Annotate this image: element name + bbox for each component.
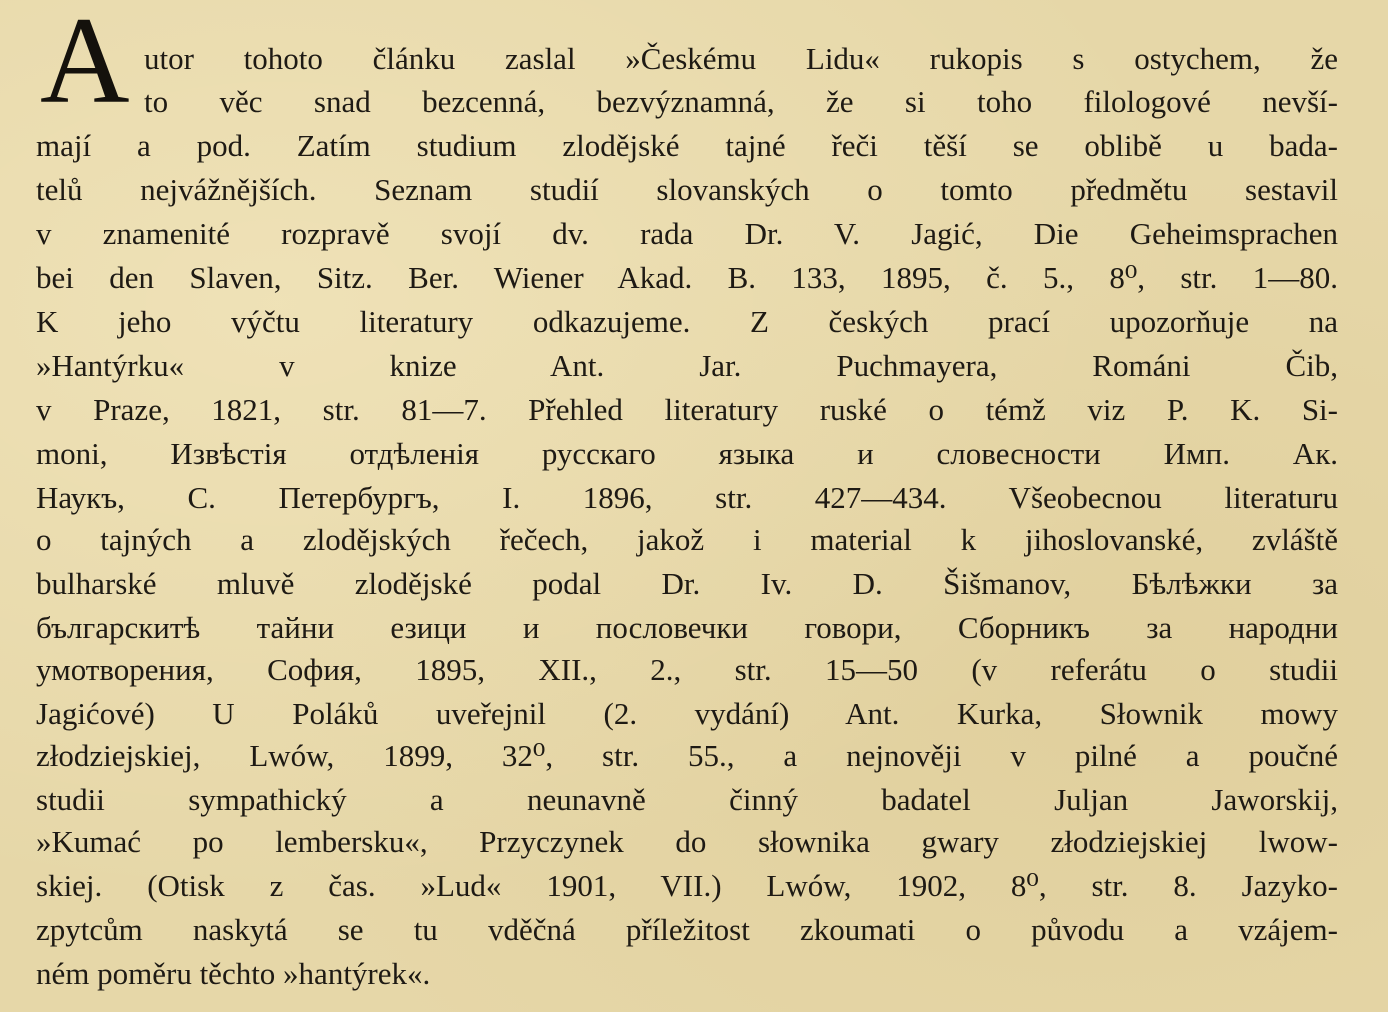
text-line: telů nejvážnějších. Seznam studií slovanských o tomto předmětu sestavil (36, 172, 1338, 207)
text-line: »Kumać po lembersku«, Przyczynek do słownika gwary złodziejskiej lwow- (36, 824, 1338, 859)
text-line: złodziejskiej, Lwów, 1899, 32⁰, str. 55., a nejnověji v pilné a poučné (36, 738, 1338, 773)
text-line: K jeho výčtu literatury odkazujeme. Z českých prací upozorňuje na (36, 304, 1338, 339)
drop-cap-initial: A (40, 0, 130, 129)
text-line: bulharské mluvě zlodějské podal Dr. Iv. D. Šišmanov, Бѣлѣжки за (36, 566, 1338, 601)
text-line: Jagićové) U Poláků uveřejnil (2. vydání) Ant. Kurka, Słownik mowy (36, 696, 1338, 731)
text-line: moni, Извѣстія отдѣленія русскаго языка и словесности Имп. Ак. (36, 436, 1338, 471)
text-line: bei den Slaven, Sitz. Ber. Wiener Akad. B. 133, 1895, č. 5., 8⁰, str. 1—80. (36, 260, 1338, 295)
text-line: studii sympathický a neunavně činný badatel Juljan Jaworskij, (36, 782, 1338, 817)
text-line: to věc snad bezcenná, bezvýznamná, že si toho filologové nevší- (144, 84, 1338, 119)
text-line: v znamenité rozpravě svojí dv. rada Dr. V. Jagić, Die Geheimsprachen (36, 216, 1338, 251)
text-line: ném poměru těchto »hantýrek«. (36, 956, 431, 991)
text-line: zpytcům naskytá se tu vděčná příležitost zkoumati o původu a vzájem- (36, 912, 1338, 947)
text-line: умотворения, София, 1895, XII., 2., str. 15—50 (v referátu o studii (36, 652, 1338, 687)
text-line: mají a pod. Zatím studium zlodějské tajné řeči těší se oblibě u bada- (36, 128, 1338, 163)
text-line: utor tohoto článku zaslal »Českému Lidu« rukopis s ostychem, že (144, 41, 1338, 76)
text-line: v Praze, 1821, str. 81—7. Přehled literatury ruské o témž viz P. K. Si- (36, 392, 1338, 427)
text-line: skiej. (Otisk z čas. »Lud« 1901, VII.) Lwów, 1902, 8⁰, str. 8. Jazyko- (36, 868, 1338, 903)
text-line: »Hantýrku« v knize Ant. Jar. Puchmayera, Románi Čib, (36, 348, 1338, 383)
text-line: o tajných a zlodějských řečech, jakož i material k jihoslovanské, zvláště (36, 522, 1338, 557)
text-line: българскитѣ тайни езици и пословечки говори, Сборникъ за народни (36, 610, 1338, 645)
text-line: Наукъ, С. Петербургъ, I. 1896, str. 427—434. Všeobecnou literaturu (36, 480, 1338, 515)
